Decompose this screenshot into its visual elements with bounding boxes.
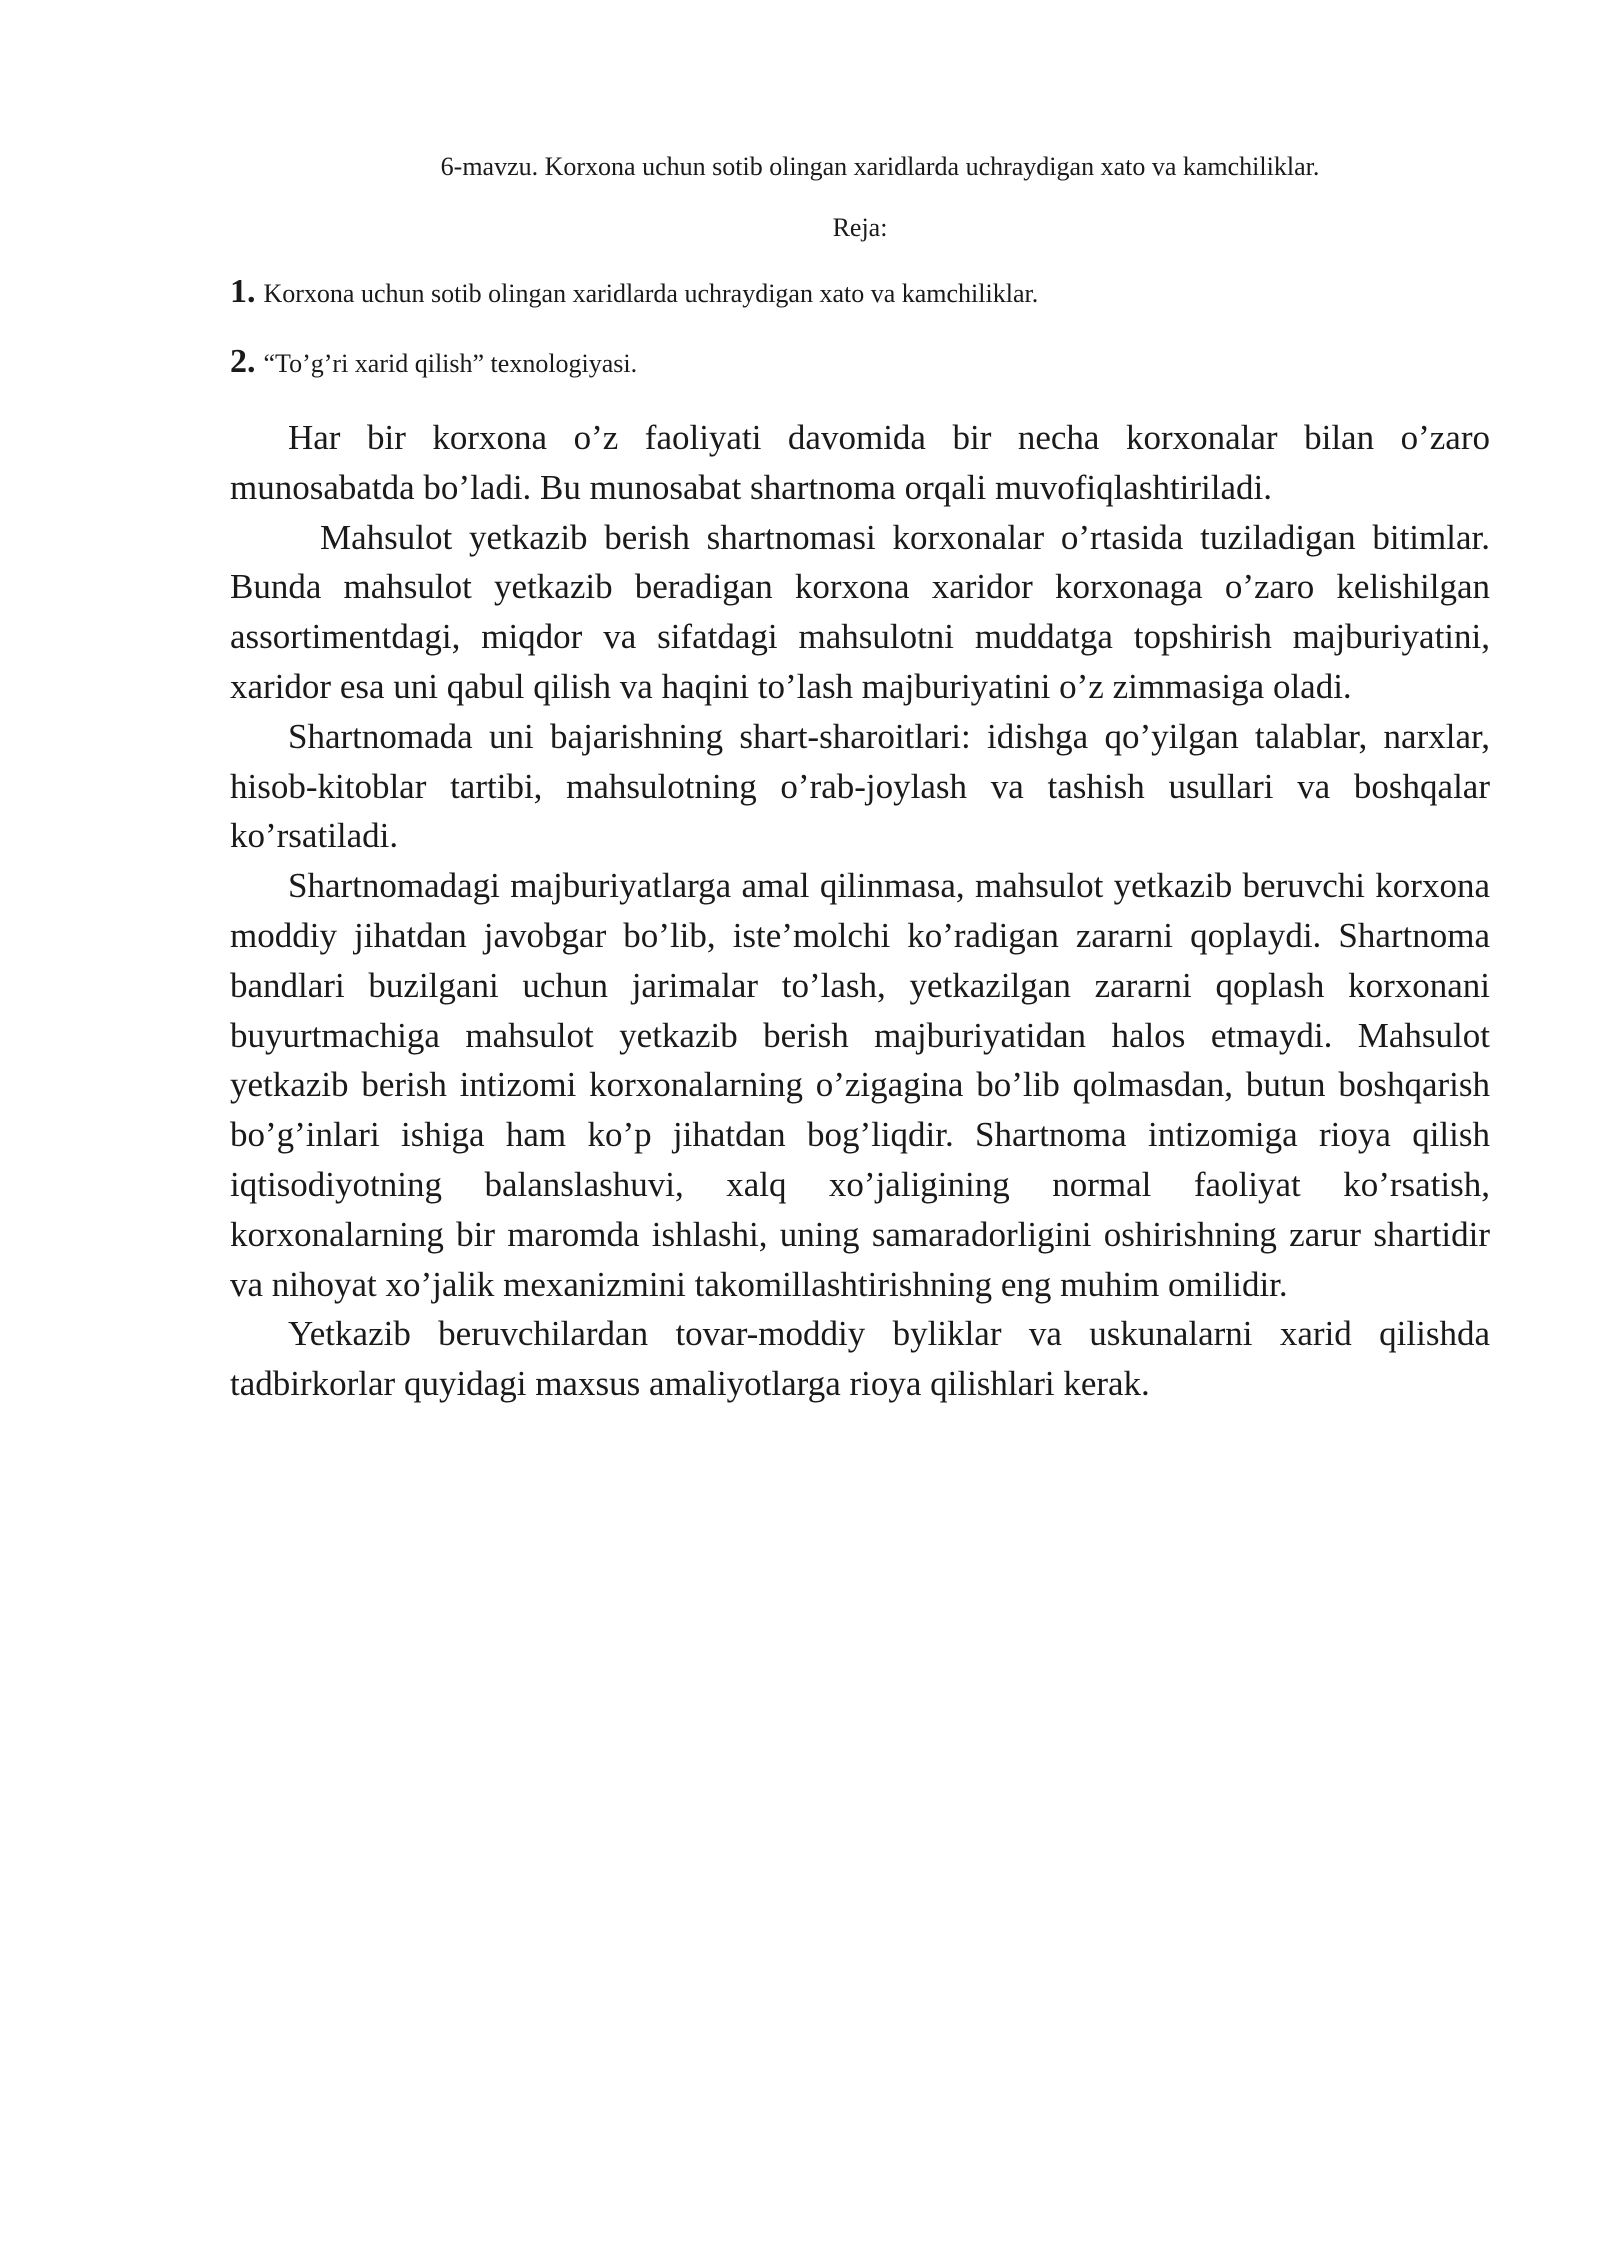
paragraph-purchasing-practices: Yetkazib beruvchilardan tovar-moddiy byliklar va uskunalarni xarid qilishda tadbirkorlar quyidagi maxsus amaliyotlarga rioya qilishlari kerak. xyxy=(230,1314,1490,1404)
plan-list xyxy=(230,272,1490,412)
paragraph-intro: Har bir korxona o’z faoliyati davomida bir necha korxonalar bilan o’zaro munosabatda bo’ladi. Bu munosabat shartnoma orqali muvofiqlashtiriladi. xyxy=(230,418,1490,507)
plan-item-2 xyxy=(230,342,1490,382)
paragraph-contract-conditions: Shartnomada uni bajarishning shart-sharoitlari: idishga qo’yilgan talablar, narxlar, hisob-kitoblar tartibi, mahsulotning o’rab-joylash va tashish usullari va boshqalar ko’rsatiladi. xyxy=(230,716,1490,856)
plan-item-number: 2. xyxy=(230,343,256,380)
document-body xyxy=(230,413,1490,1409)
plan-item-1 xyxy=(230,272,1490,312)
paragraph-obligations: Shartnomadagi majburiyatlarga amal qilinmasa, mahsulot yetkazib beruvchi korxona moddiy jihatdan javobgar bo’lib, iste’molchi ko’radigan zararni qoplaydi. Shartnoma bandlari buzilgani uchun jarimalar to’lash, yetkazilgan zararni qoplash korxonani buyurtmachiga mahsulot yetkazib berish majburiyatidan halos etmaydi. Mahsulot yetkazib berish intizomi korxonalarning o’zigagina bo’lib qolmasdan, butun boshqarish bo’g’inlari ishiga ham ko’p jihatdan bog’liqdir. Shartnoma intizomiga rioya qilish iqtisodiyotning balanslashuvi, xalq xo’jaligining normal faoliyat ko’rsatish, korxonalarning bir maromda ishlashi, uning samaradorligini oshirishning zarur shartidir va nihoyat xo’jalik mexanizmini takomillashtirishning eng muhim omilidir. xyxy=(230,866,1490,1304)
paragraph-supply-contract: Mahsulot yetkazib berish shartnomasi korxonalar o’rtasida tuziladigan bitimlar. Bunda mahsulot yetkazib beradigan korxona xaridor korxonaga o’zaro kelishilgan assortimentdagi, miqdor va sifatdagi mahsulotni muddatga topshirish majburiyatini, xaridor esa uni qabul qilish va haqini to’lash majburiyatini o’z zimmasiga oladi. xyxy=(230,517,1490,706)
plan-item-text: Korxona uchun sotib olingan xaridlarda uchraydigan xato va kamchiliklar. xyxy=(263,279,1039,308)
document-title: 6-mavzu. Korxona uchun sotib olingan xaridlarda uchraydigan xato va kamchiliklar. xyxy=(440,152,1320,181)
plan-heading: Reja: xyxy=(832,213,888,242)
plan-item-text: “To’g’ri xarid qilish” texnologiyasi. xyxy=(263,349,638,378)
plan-item-number: 1. xyxy=(230,273,256,310)
